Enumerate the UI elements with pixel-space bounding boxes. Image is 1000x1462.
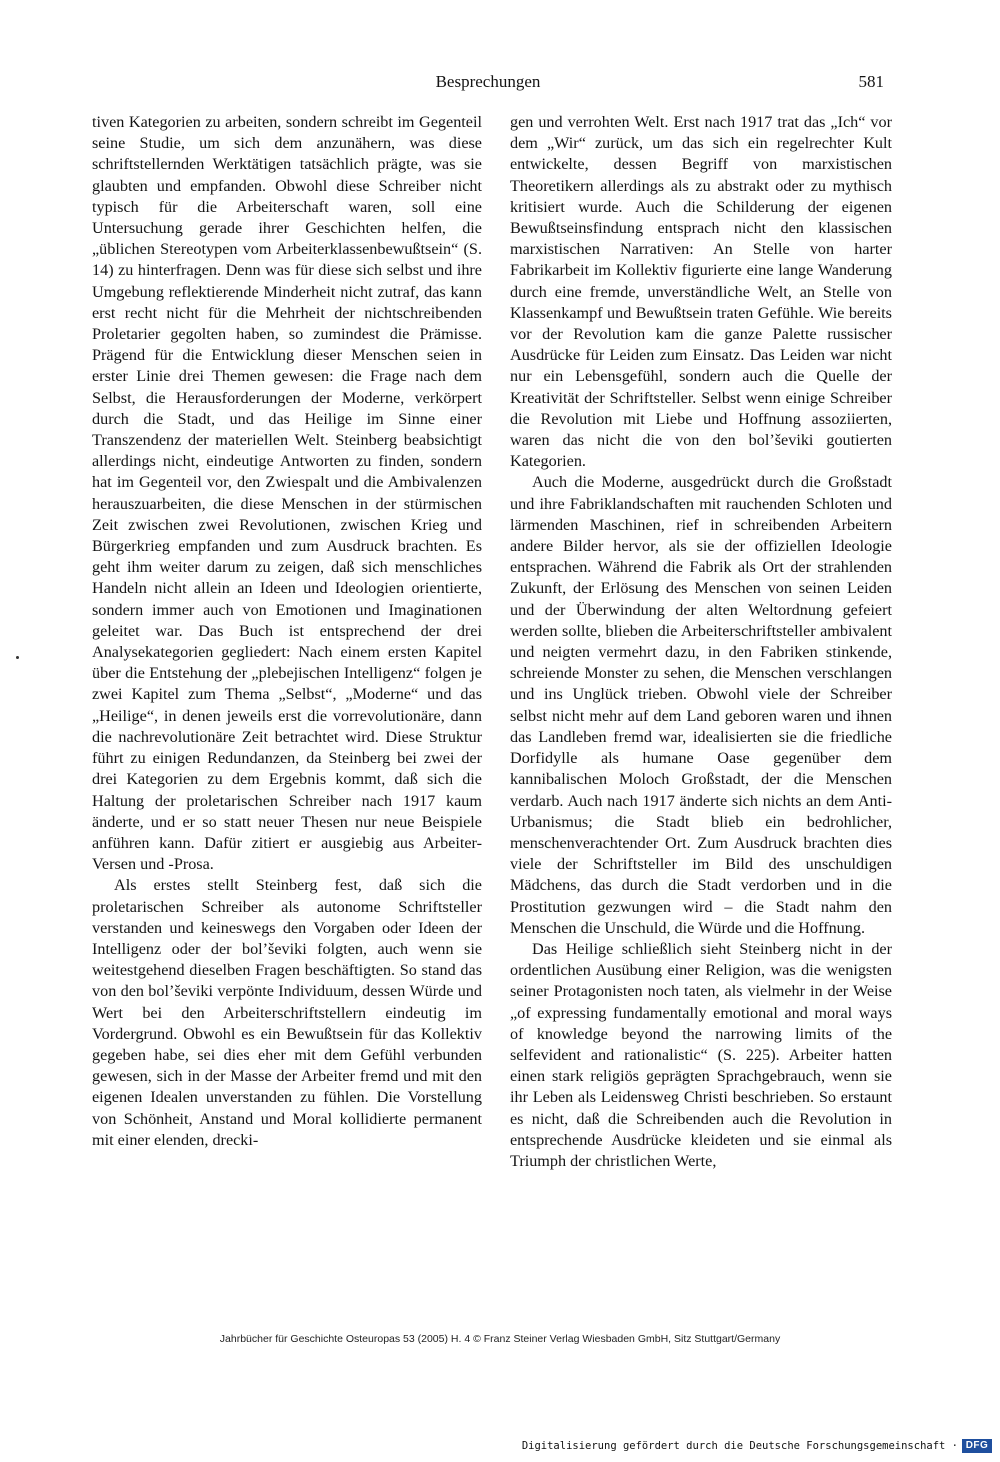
paragraph: gen und verrohten Welt. Erst nach 1917 trat das „Ich“ vor dem „Wir“ zurück, um das sich ein regelrechter Kult entwickelte, dessen Begriff von marxistischen Theoretikern allerdings als zu abstrakt oder zu mythisch kritisiert wurde. Auch die Schilderung der eigenen Bewußtseinsfindung entsprach nicht den klassischen marxistischen Narrativen: An Stelle von harter Fabrikarbeit im Kollektiv figurierte eine lange Wanderung durch eine fremde, unverständliche Welt, an Stelle von Klassenkampf und Bewußtsein traten Gefühle. Wie bereits vor der Revolution kam die ganze Palette russischer Ausdrücke für Leiden zum Einsatz. Das Leiden war nicht nur ein Lebensgefühl, sondern auch die Quelle der Kreativität der Schriftsteller. Selbst wenn einige Schreiber die Revolution mit Liebe und Hoffnung assoziierten, waren das nicht die von den bol’ševiki goutierten Kategorien. (510, 113, 892, 471)
section-title: Besprechungen (435, 72, 541, 91)
paragraph: Auch die Moderne, ausgedrückt durch die Großstadt und ihre Fabriklandschaften mit rauchenden Schloten und lärmenden Maschinen, rief in schreibenden Arbeitern andere Bilder hervor, als sie der offiziellen Ideologie entsprachen. Während die Fabrik als Ort der strahlenden Zukunft, der Erlösung des Menschen von seinen Leiden und der Überwindung der alten Weltordnung gefeiert werden sollte, blieben die Arbeiterschriftsteller ambivalent und neigten vermehrt dazu, in den Fabriken stinkende, schreiende Monster zu sehen, die Menschen verschlangen und ins Unglück trieben. Obwohl viele der Schreiber selbst nicht mehr auf dem Land geboren waren und ihnen das Landleben fremd war, idealisierten sie die friedliche Dorfidylle als humane Oase gegenüber dem kannibalischen Moloch Großstadt, der die Menschen verdarb. Auch nach 1917 änderte sich nichts an dem Anti-Urbanismus; die Stadt blieb ein bedrohlicher, menschenverachtender Ort. Zum Ausdruck brachten dies viele der Schriftsteller im Bild des unschuldigen Mädchens, das durch die Stadt verdorben und in die Prostitution gezwungen wird – die Stadt nahm den Menschen die Unschuld, die Würde und die Hoffnung. (510, 473, 892, 937)
page-number: 581 (858, 72, 884, 91)
paragraph: tiven Kategorien zu arbeiten, sondern schreibt im Gegenteil seine Studie, um sich dem anzunähern, was diese schriftstellernden Werktätigen tatsächlich prägte, was sie glaubten und empfanden. Obwohl diese Schreiber nicht typisch für die Arbeiterschaft waren, soll eine Untersuchung gerade ihrer Geschichten helfen, die „üblichen Stereotypen vom Arbeiterklassenbewußtsein“ (S. 14) zu hinterfragen. Denn was für diese sich selbst und ihre Umgebung reflektierende Minderheit nicht zutraf, das kann erst recht nicht für die Mehrheit der nichtschreibenden Proletarier gegolten haben, so zumindest die Prämisse. Prägend für die Entwicklung dieser Menschen seien in erster Linie drei Themen gewesen: die Frage nach dem Selbst, die Herausforderungen der Moderne, verkörpert durch die Stadt, und das Heilige im Sinne einer Transzendenz der materiellen Welt. Steinberg beabsichtigt allerdings nicht, eindeutige Antworten zu finden, sondern hat im Gegenteil vor, den Zwiespalt und die Ambivalenzen herauszuarbeiten, die diese Menschen in der stürmischen Zeit zwischen zwei Revolutionen, zwischen Krieg und Bürgerkrieg empfanden und zum Ausdruck brachten. Es geht ihm weiter darum zu zeigen, daß sich menschliches Handeln nicht allein an Ideen und Ideologien orientierte, sondern immer auch von Emotionen und Imaginationen geleitet war. Das Buch ist entsprechend der drei Analysekategorien gegliedert: Nach einem ersten Kapitel über die Entstehung der „plebejischen Intelligenz“ folgen je zwei Kapitel zum Thema „Selbst“, „Moderne“ und das „Heilige“, in denen jeweils erst die vorrevolutionäre, dann die nachrevolutionäre Zeit betrachtet wird. Diese Struktur führt zu einigen Redundanzen, da Steinberg bei zwei der drei Kategorien zu dem Ergebnis kommt, daß sich die Haltung der proletarischen Schreiber nach 1917 kaum änderte, und er so statt neuer Thesen nur neue Beispiele anführen kann. Dafür zitiert er ausgiebig aus Arbeiter-Versen und -Prosa. (92, 113, 482, 874)
digitization-bar (522, 1438, 992, 1454)
paragraph: Als erstes stellt Steinberg fest, daß sich die proletarischen Schreiber als autonome Schriftsteller verstanden und keineswegs den Vorgaben oder Ideen der Intelligenz oder der bol’ševiki folgten, auch wenn sie weitestgehend dieselben Fragen beschäftigten. So stand das von den bol’ševiki verpönte Individuum, dessen Würde und Wert bei den Arbeiterschriftstellern eindeutig im Vordergrund. Obwohl es ein Bewußtsein für das Kollektiv gegeben habe, sei dies eher mit dem Gefühl verbunden gewesen, sich in der Masse der Arbeiter fremd und mit den eigenen Idealen unverstanden zu fühlen. Die Vorstellung von Schönheit, Anstand und Moral kollidierte permanent mit einer elenden, drecki- (92, 876, 482, 1149)
right-column (510, 112, 892, 1172)
left-column (92, 112, 482, 1151)
margin-mark (16, 656, 19, 659)
digitization-note: Digitalisierung gefördert durch die Deutsche Forschungsgemeinschaft · (521, 1440, 958, 1452)
journal-citation: Jahrbücher für Geschichte Osteuropas 53 (2005) H. 4 © Franz Steiner Verlag Wiesbaden GmbH, Sitz Stuttgart/Germany (219, 1333, 781, 1345)
paragraph: Das Heilige schließlich sieht Steinberg nicht in der ordentlichen Ausübung einer Religion, was die wenigsten seiner Protagonisten noch taten, als vielmehr in der Weise „of expressing fundamentally emotional and moral ways of knowledge beyond the narrowing limits of the selfevident and rationalistic“ (S. 225). Arbeiter hatten einen stark religiös geprägten Sprachgebrauch, wenn sie ihr Leben als Leidensweg Christi beschrieben. So erstaunt es nicht, daß die Schreibenden auch die Revolution in entsprechende Ausdrücke kleideten und sie einmal als Triumph der christlichen Werte, (510, 939, 892, 1170)
running-header (92, 72, 884, 98)
dfg-logo-icon: DFG (962, 1439, 992, 1453)
